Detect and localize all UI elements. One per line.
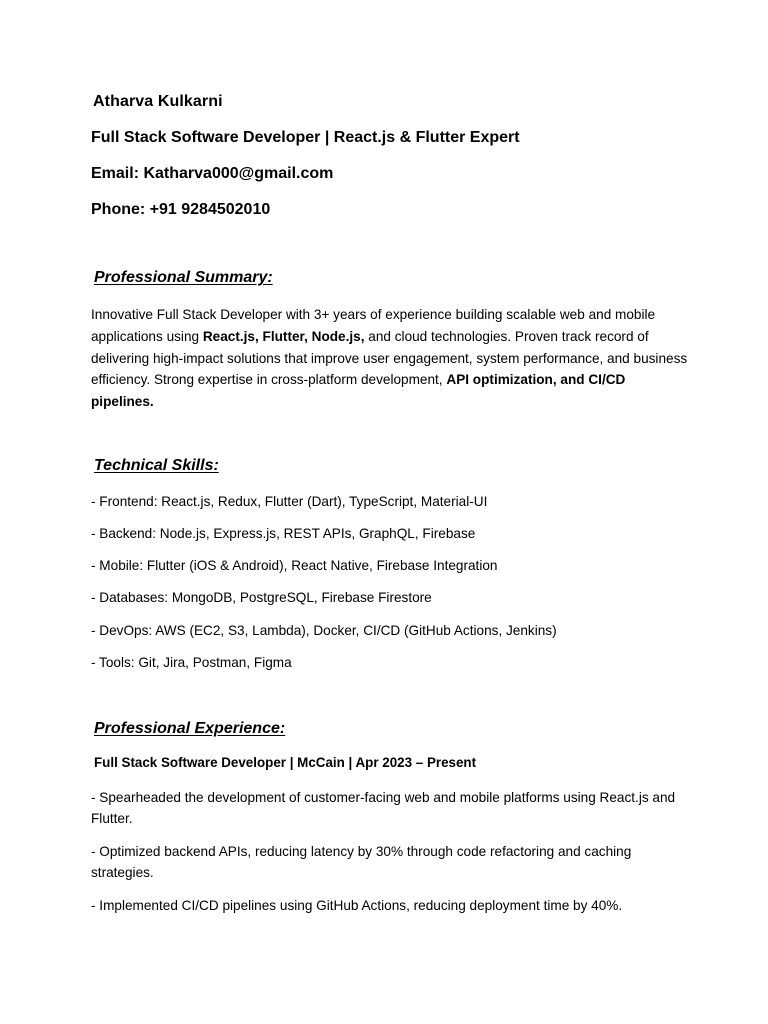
skill-item-mobile: - Mobile: Flutter (iOS & Android), React Native, Firebase Integration [91, 558, 498, 573]
candidate-title: Full Stack Software Developer | React.js & Flutter Expert [91, 129, 520, 146]
experience-bullet-3: - Implemented CI/CD pipelines using GitHub Actions, reducing deployment time by 40%. [91, 898, 623, 913]
candidate-name: Atharva Kulkarni [93, 93, 223, 110]
experience-bullet-2: - Optimized backend APIs, reducing latency by 30% through code refactoring and caching strategies. [91, 844, 632, 881]
skill-item-frontend: - Frontend: React.js, Redux, Flutter (Dart), TypeScript, Material-UI [91, 494, 488, 509]
candidate-email: Email: Katharva000@gmail.com [91, 165, 334, 182]
summary-text-2: and cloud technologies. Proven track record of delivering high-impact solutions that improve user engagement, system performance, and business efficiency. Strong expertise in cross-platform development, [91, 328, 688, 388]
job-title: Full Stack Software Developer | McCain | Apr 2023 – Present [94, 755, 477, 770]
summary-heading: Professional Summary: [94, 269, 273, 286]
skill-item-databases: - Databases: MongoDB, PostgreSQL, Firebase Firestore [91, 590, 432, 605]
experience-bullet-1: - Spearheaded the development of customer-facing web and mobile platforms using React.js and Flutter. [91, 790, 676, 827]
skill-item-devops: - DevOps: AWS (EC2, S3, Lambda), Docker, CI/CD (GitHub Actions, Jenkins) [91, 623, 557, 638]
candidate-phone: Phone: +91 9284502010 [91, 201, 271, 218]
summary-bold-1: React.js, Flutter, Node.js, [202, 328, 365, 344]
summary-paragraph [91, 304, 691, 413]
summary-bold-2: API optimization, and CI/CD pipelines. [91, 372, 626, 410]
skills-heading: Technical Skills: [94, 457, 219, 474]
skill-item-tools: - Tools: Git, Jira, Postman, Figma [91, 655, 292, 670]
skill-item-backend: - Backend: Node.js, Express.js, REST APIs, GraphQL, Firebase [91, 526, 476, 541]
experience-heading: Professional Experience: [94, 720, 286, 737]
summary-text-1: Innovative Full Stack Developer with 3+ years of experience building scalable web and mobile applications using [91, 307, 656, 344]
